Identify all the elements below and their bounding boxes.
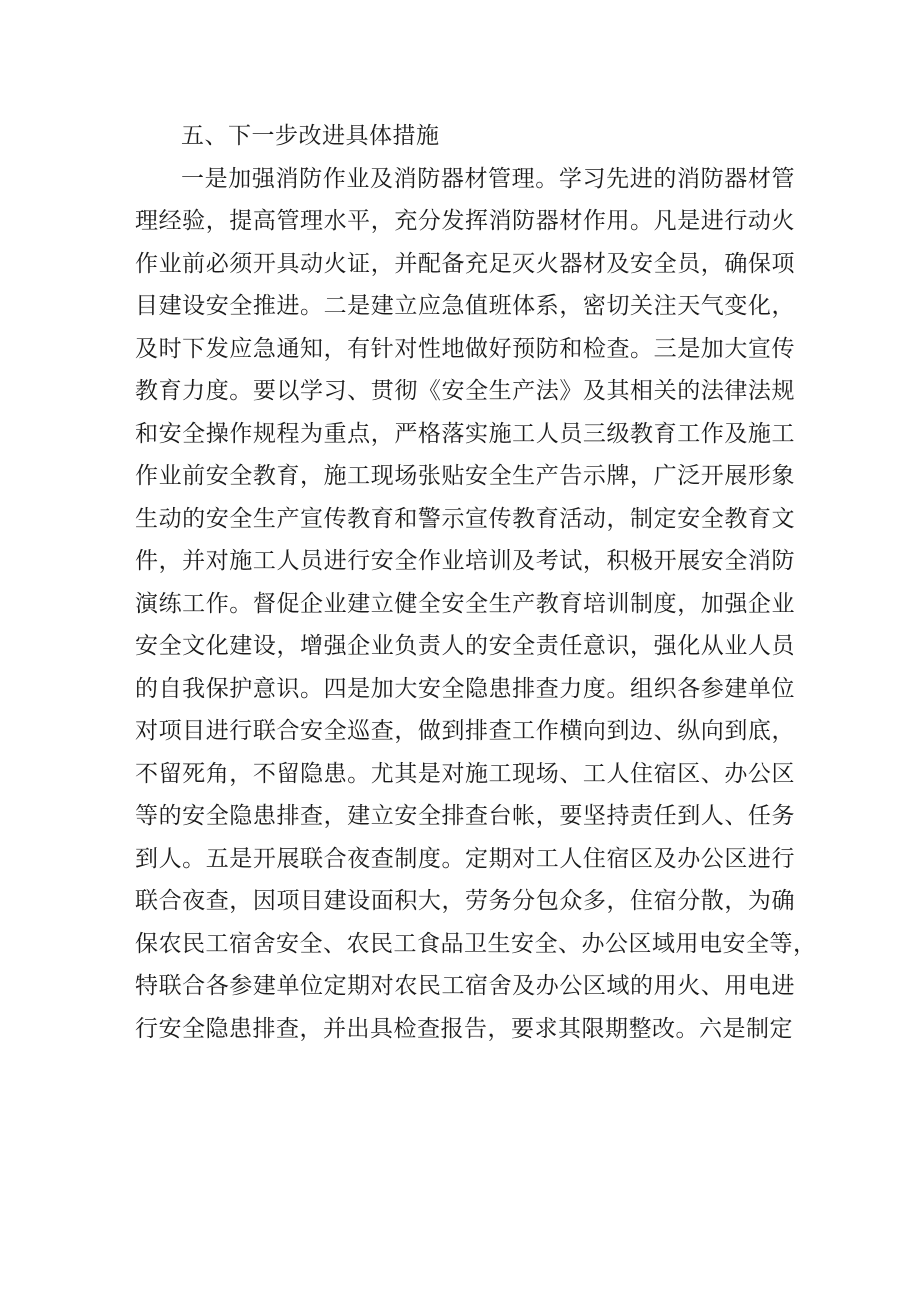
- paragraph: [135, 158, 817, 1051]
- paragraph-line: 作业前必须开具动火证，并配备充足灭火器材及安全员，确保项: [135, 250, 795, 277]
- paragraph-line: 等的安全隐患排查，建立安全排查台帐，要坚持责任到人、任务: [135, 803, 795, 829]
- paragraph-line: 演练工作。督促企业建立健全安全生产教育培训制度，加强企业: [135, 590, 795, 617]
- paragraph-line: 的自我保护意识。四是加大安全隐患排查力度。组织各参建单位: [135, 675, 795, 702]
- paragraph-line: 到人。五是开展联合夜查制度。定期对工人住宿区及办公区进行: [135, 845, 795, 872]
- paragraph-line: 行安全隐患排查，并出具检查报告，要求其限期整改。六是制定: [135, 1015, 793, 1042]
- paragraph-line: 理经验，提高管理水平，充分发挥消防器材作用。凡是进行动火: [135, 208, 795, 234]
- paragraph-line: 及时下发应急通知，有针对性地做好预防和检查。三是加大宣传: [135, 335, 795, 362]
- paragraph-line: 联合夜查，因项目建设面积大，劳务分包众多，住宿分散，为确: [135, 888, 795, 914]
- paragraph-line: 保农民工宿舍安全、农民工食品卫生安全、办公区域用电安全等，: [135, 930, 817, 957]
- paragraph-line: 目建设安全推进。二是建立应急值班体系，密切关注天气变化，: [135, 293, 795, 319]
- paragraph-line: 教育力度。要以学习、贯彻《安全生产法》及其相关的法律法规: [135, 378, 795, 404]
- paragraph-line: 和安全操作规程为重点，严格落实施工人员三级教育工作及施工: [135, 420, 795, 447]
- paragraph-line: 件，并对施工人员进行安全作业培训及考试，积极开展安全消防: [135, 548, 795, 574]
- paragraph-line: 作业前安全教育，施工现场张贴安全生产告示牌，广泛开展形象: [135, 463, 795, 489]
- paragraph-line: 不留死角，不留隐患。尤其是对施工现场、工人住宿区、办公区: [135, 760, 795, 787]
- paragraph-line: 对项目进行联合安全巡查，做到排查工作横向到边、纵向到底，: [135, 718, 795, 744]
- document-body: [135, 115, 817, 1050]
- paragraph-line: 特联合各参建单位定期对农民工宿舍及办公区域的用火、用电进: [135, 973, 795, 999]
- section-heading: 五、下一步改进具体措施: [181, 123, 440, 149]
- paragraph-line: 安全文化建设，增强企业负责人的安全责任意识，强化从业人员: [135, 633, 795, 659]
- paragraph-line: 生动的安全生产宣传教育和警示宣传教育活动，制定安全教育文: [135, 505, 795, 532]
- paragraph-line: 一是加强消防作业及消防器材管理。学习先进的消防器材管: [181, 165, 795, 192]
